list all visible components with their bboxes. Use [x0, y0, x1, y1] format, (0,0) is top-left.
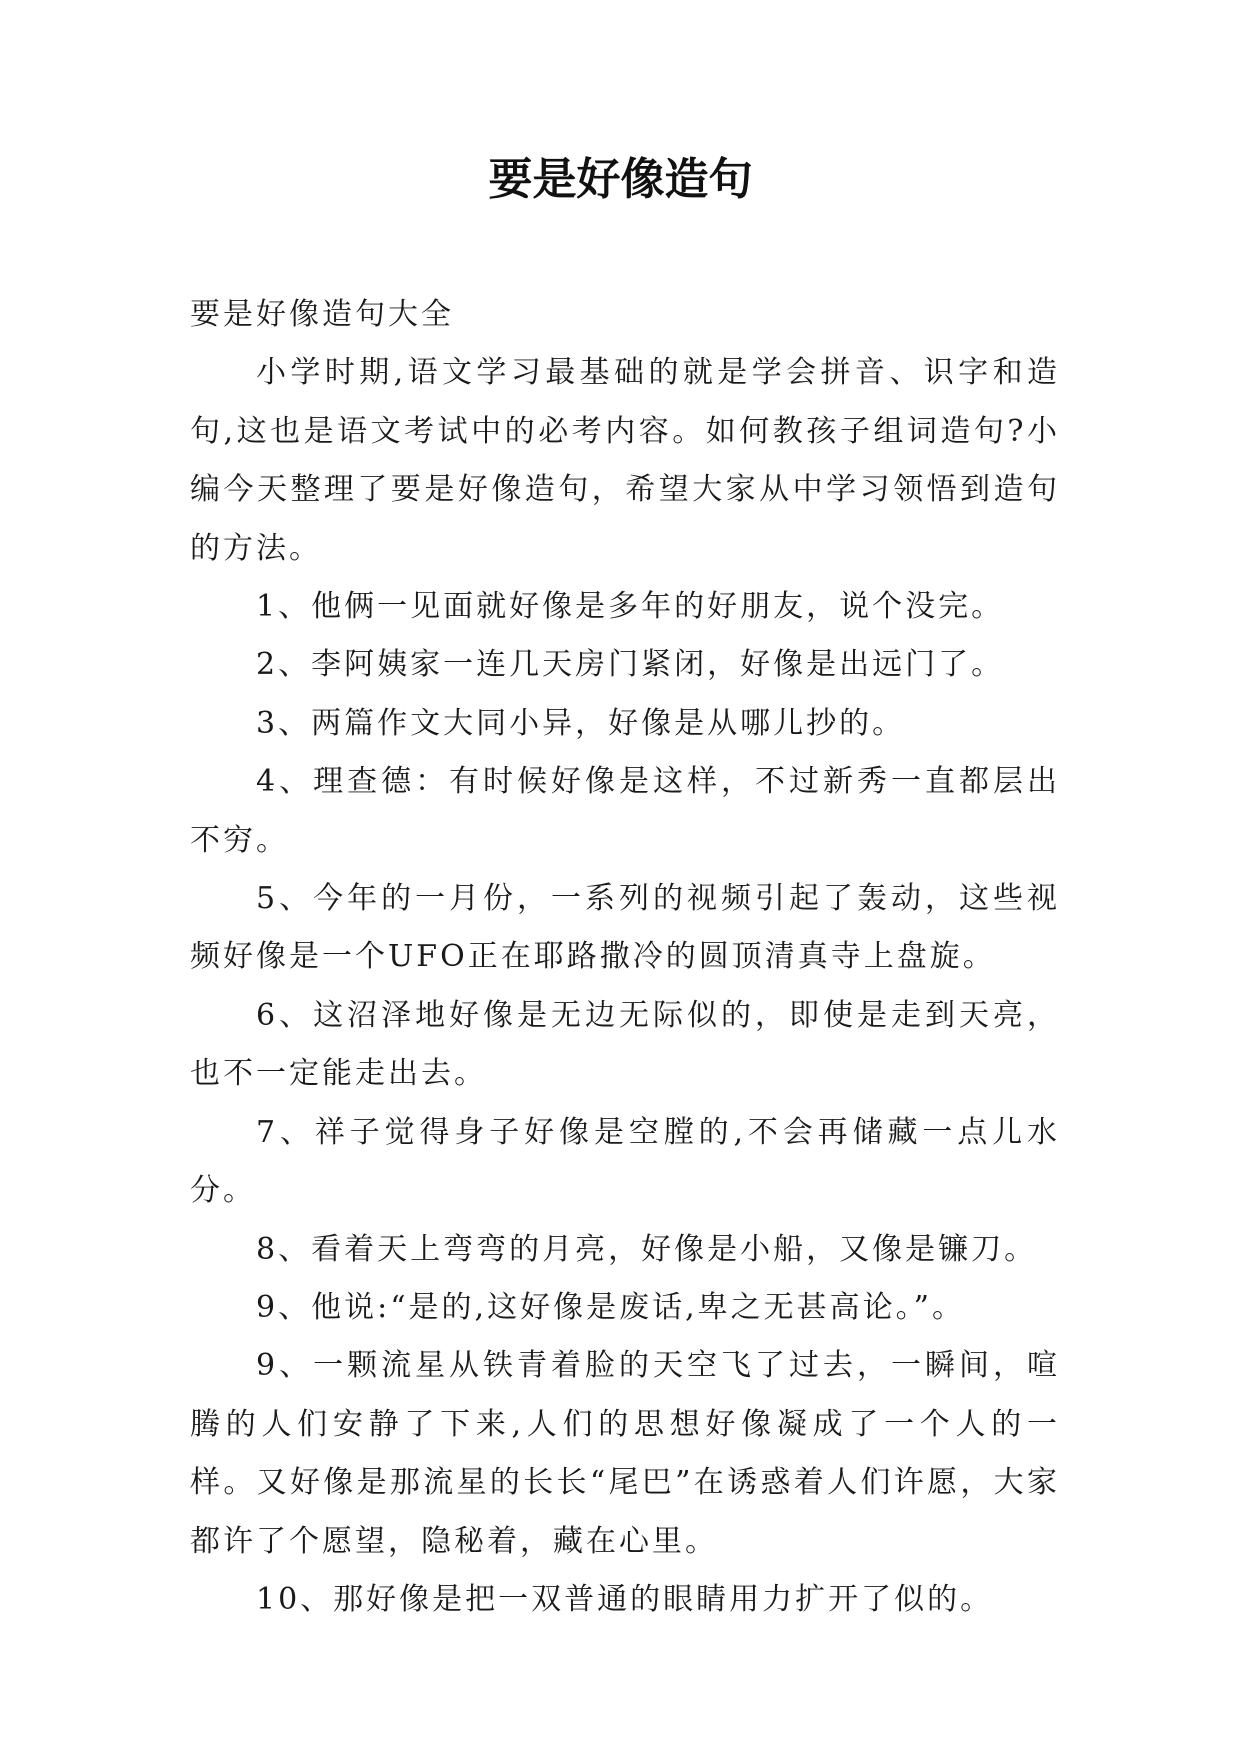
document-title: 要是好像造句 [488, 154, 753, 205]
example-sentence-9b: 9、一颗流星从铁青着脸的天空飞了过去，一瞬间，喧腾的人们安静了下来,人们的思想好像凝成了一个人的一样。又好像是那流星的长长“尾巴”在诱惑着人们许愿，大家都许了个愿望，隐秘着，藏在心里。 [190, 1348, 1060, 1559]
example-sentence-5: 5、今年的一月份，一系列的视频引起了轰动，这些视频好像是一个UFO正在耶路撒冷的圆顶清真寺上盘旋。 [190, 881, 1060, 975]
example-sentence-4: 4、理查德：有时候好像是这样，不过新秀一直都层出不穷。 [190, 764, 1060, 858]
document-subtitle: 要是好像造句大全 [190, 297, 454, 332]
example-sentence-3: 3、两篇作文大同小异，好像是从哪儿抄的。 [256, 705, 906, 741]
example-sentence-7: 7、祥子觉得身子好像是空膛的,不会再储藏一点儿水分。 [190, 1114, 1060, 1209]
example-sentence-10: 10、那好像是把一双普通的眼睛用力扩开了似的。 [256, 1581, 994, 1617]
example-sentence-2: 2、李阿姨家一连几天房门紧闭，好像是出远门了。 [256, 647, 1005, 683]
document-body [190, 286, 1060, 1629]
example-sentence-8: 8、看着天上弯弯的月亮，好像是小船，又像是镰刀。 [256, 1231, 1038, 1267]
example-sentence-9a: 9、他说:“是的,这好像是废话,卑之无甚高论。”。 [256, 1289, 965, 1325]
example-sentence-6: 6、这沼泽地好像是无边无际似的，即使是走到天亮，也不一定能走出去。 [190, 997, 1060, 1092]
example-sentence-1: 1、他俩一见面就好像是多年的好朋友，说个没完。 [256, 589, 1005, 625]
intro-paragraph: 小学时期,语文学习最基础的就是学会拼音、识字和造句,这也是语文考试中的必考内容。如何教孩子组词造句?小编今天整理了要是好像造句，希望大家从中学习领悟到造句的方法。 [190, 355, 1060, 566]
